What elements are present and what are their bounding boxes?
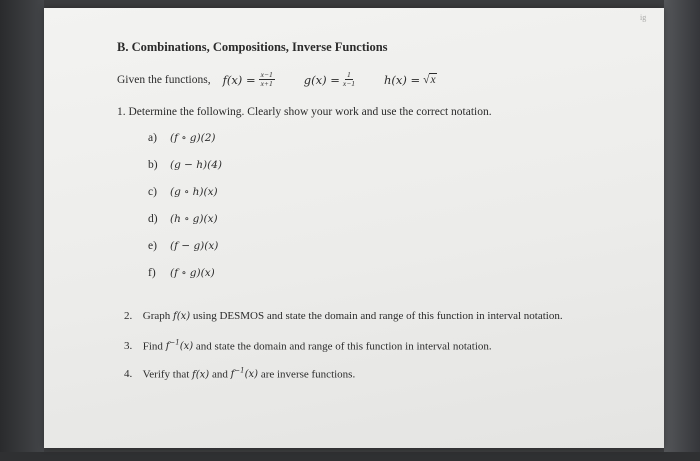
question-4-pre: Verify that (142, 368, 190, 381)
question-4-number: 4. (124, 368, 133, 381)
question-4-inverse-sup: −1 (234, 367, 245, 375)
question-4-function: f(x) (192, 369, 210, 381)
function-f-lhs: f(x) = (222, 72, 256, 87)
function-g (304, 71, 358, 88)
part-b-expression: (g − h)(4) (170, 159, 223, 171)
part-d-expression: (h ∘ g)(x) (170, 213, 218, 225)
corner-mark: ig (640, 13, 647, 22)
part-e-expression: (f − g)(x) (170, 240, 219, 252)
part-a-expression: (f ∘ g)(2) (170, 132, 216, 144)
part-a-label: a) (148, 132, 157, 144)
function-f-numerator: x−1 (260, 70, 273, 79)
function-g-fraction (343, 71, 355, 88)
question-4-inverse-arg: (x) (244, 369, 259, 381)
background-left (0, 0, 44, 461)
part-e-label: e) (148, 240, 157, 252)
part-f (148, 267, 215, 279)
worksheet-page (44, 8, 664, 448)
question-2-post: using DESMOS and state the domain and range of this function in interval notation. (192, 310, 563, 322)
part-f-label: f) (148, 267, 156, 279)
part-d (148, 213, 218, 225)
function-f-denominator: x+1 (260, 79, 273, 88)
function-g-denominator: x−1 (342, 79, 355, 88)
question-2-pre: Graph (142, 310, 171, 322)
part-c (148, 186, 218, 198)
given-intro: Given the functions, (117, 73, 211, 86)
question-3-pre: Find (142, 340, 163, 353)
function-f (223, 71, 278, 88)
function-f-fraction (259, 71, 275, 88)
question-2-number: 2. (124, 310, 133, 322)
given-functions (117, 71, 437, 88)
question-3-number: 3. (124, 340, 133, 353)
function-h-lhs: h(x) = (384, 72, 421, 87)
question-2 (124, 310, 563, 322)
question-3-post: and state the domain and range of this function in interval notation. (195, 340, 492, 353)
question-3-inverse (166, 341, 193, 352)
background-right (664, 0, 700, 461)
question-4-inverse (231, 369, 258, 380)
section-heading: B. Combinations, Compositions, Inverse Functions (117, 40, 388, 54)
part-a (148, 132, 216, 144)
function-h-radicand: x (430, 73, 436, 86)
question-4-inverse-f: f (230, 369, 235, 381)
part-c-label: c) (148, 186, 157, 198)
part-e (148, 240, 218, 252)
question-3-inverse-sup: −1 (169, 339, 180, 347)
question-4 (124, 367, 355, 380)
part-b-label: b) (148, 159, 158, 171)
function-g-lhs: g(x) = (303, 72, 340, 87)
question-1-text: Determine the following. Clearly show your work and use the correct notation. (128, 106, 492, 118)
part-b (148, 159, 222, 171)
function-h (384, 73, 437, 87)
part-f-expression: (f ∘ g)(x) (170, 267, 215, 279)
function-h-sqrt: √x (423, 73, 436, 86)
part-c-expression: (g ∘ h)(x) (170, 186, 218, 198)
question-4-and: and (211, 368, 228, 381)
question-1-number: 1. (117, 106, 126, 118)
background-bottom (0, 452, 700, 461)
question-3-inverse-f: f (165, 341, 170, 353)
function-g-numerator: 1 (347, 70, 351, 79)
part-d-label: d) (148, 213, 158, 225)
question-4-post: are inverse functions. (260, 368, 356, 381)
question-3 (124, 339, 492, 352)
question-2-function: f(x) (173, 311, 191, 322)
question-3-inverse-arg: (x) (179, 341, 194, 353)
question-1 (117, 106, 492, 118)
